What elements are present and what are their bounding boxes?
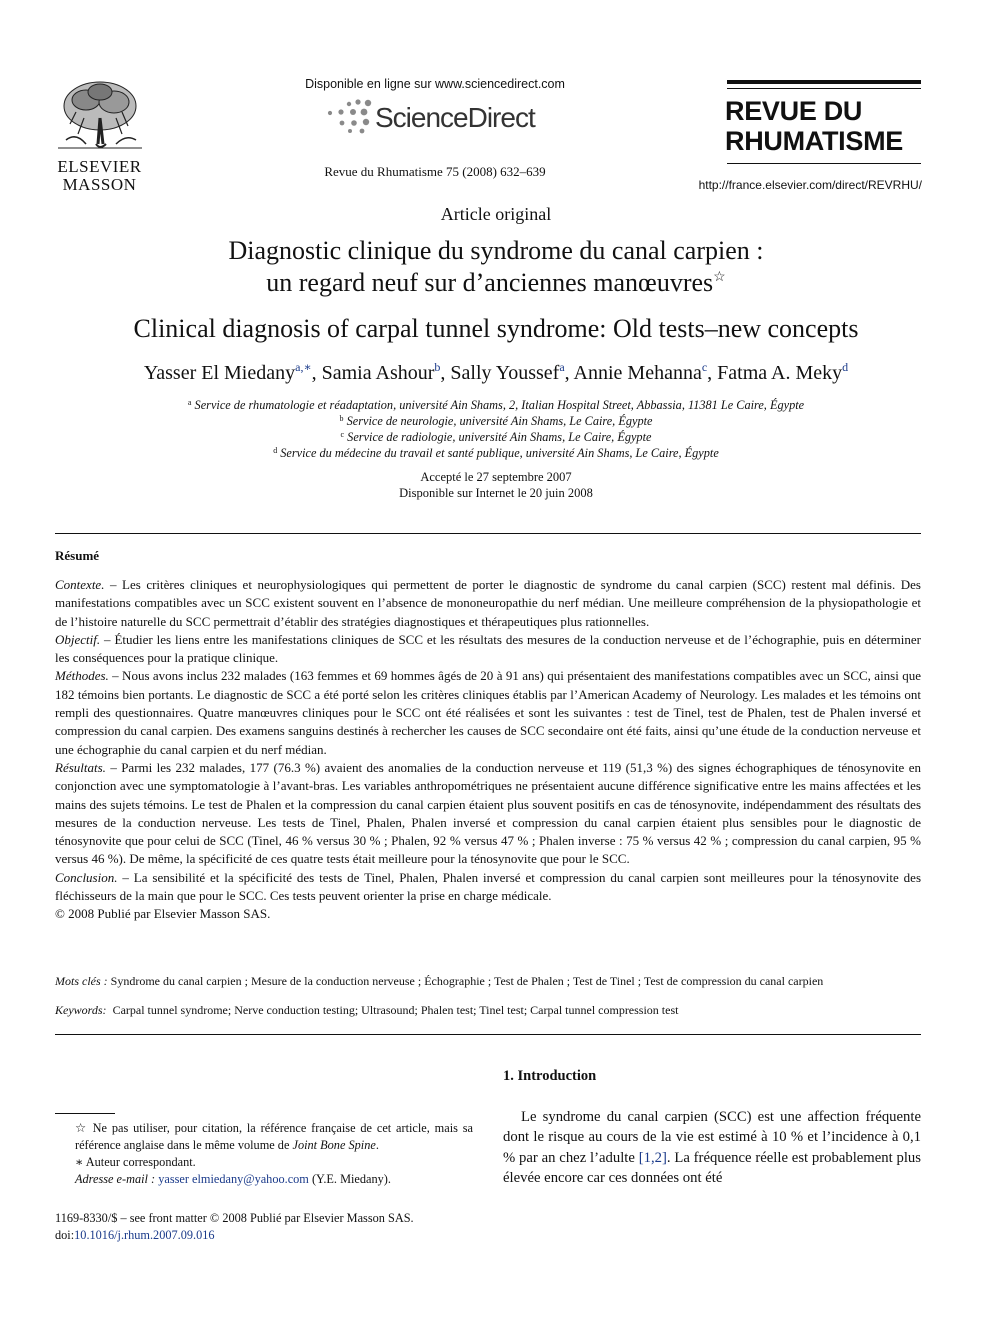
author-name: Sally Youssef — [450, 362, 560, 384]
title-english: Clinical diagnosis of carpal tunnel syndrome: Old tests–new concepts — [133, 314, 859, 343]
abstract-section-text: – Nous avons inclus 232 malades (163 femmes et 69 hommes âgés de 20 à 91 ans) qui présentaient des manifestations compatibles avec un SCC, ainsi que 182 témoins bien portants. Le diagnostic de SCC a été porté selon les critères cliniques établis par l’American Academy of Neurology. Les malades et les témoins ont rempli des questionnaires. Quatre manœuvres cliniques pour le SCC ont été réalisées et sont les suivantes : test de Tinel, test de Phalen, test de Phalen inversé et compression du canal carpien. Des examens sanguins destinés à rechercher les causes de SCC secondaire ont été faits, ainsi qu’une étude de la conduction nerveuse et une échographie du canal carpien et du nerf médian. — [55, 668, 921, 757]
doi-link[interactable]: 10.1016/j.rhum.2007.09.016 — [74, 1228, 215, 1242]
tree-logo-icon — [56, 78, 144, 156]
abstract-copyright: © 2008 Publié par Elsevier Masson SAS. — [55, 906, 271, 922]
footnote-star-text-end: . — [375, 1138, 379, 1152]
footnote-title — [55, 1120, 473, 1154]
sciencedirect-dots-icon — [322, 98, 376, 134]
abstract-paragraph — [55, 869, 921, 906]
issn-line: 1169-8330/$ – see front matter © 2008 Publié par Elsevier Masson SAS. — [55, 1211, 414, 1225]
author-name: Annie Mehanna — [573, 362, 702, 384]
french-keywords-text: Syndrome du canal carpien ; Mesure de la conduction nerveuse ; Échographie ; Test de Phalen ; Test de Tinel ; Test de compression du canal carpien — [110, 974, 824, 988]
abstract-body — [55, 576, 921, 924]
title-french-line1: Diagnostic clinique du syndrome du canal carpien : — [228, 236, 764, 265]
accepted-date: Accepté le 27 septembre 2007 — [420, 470, 572, 484]
author-affiliation-mark[interactable]: b — [434, 360, 441, 374]
affiliation-text: Service de radiologie, université Ain Shams, Le Caire, Égypte — [347, 430, 652, 444]
footnote-rule — [55, 1113, 115, 1114]
introduction-text-part2: . La fréquence réelle est probablement plus élevée encore car ces données ont été — [503, 1149, 921, 1187]
introduction-paragraph — [503, 1107, 921, 1189]
availability-note: Disponible en ligne sur www.sciencedirect.com — [305, 77, 565, 91]
author-name: Yasser El Miedany — [143, 362, 296, 384]
introduction-text — [503, 1107, 921, 1189]
abstract-paragraph — [55, 631, 921, 668]
abstract-paragraph — [55, 759, 921, 869]
doi-line — [55, 1227, 473, 1244]
abstract-section-label: Contexte. — [55, 577, 105, 592]
title-french-line2-text: un regard neuf sur d’anciennes manœuvres — [266, 268, 714, 297]
abstract-section-label: Objectif. — [55, 631, 101, 647]
email-label: Adresse e-mail : — [75, 1172, 156, 1186]
english-keywords-label: Keywords: — [55, 1003, 107, 1017]
affiliation-mark: c — [340, 430, 345, 439]
affiliation — [0, 446, 992, 461]
email-link[interactable]: yasser elmiedany@yahoo.com — [158, 1172, 309, 1186]
journal-title-line1: REVUE DU — [725, 96, 863, 126]
footnote-corresponding-text: Auteur correspondant. — [85, 1155, 196, 1169]
affiliation — [0, 430, 992, 445]
sciencedirect-wordmark: ScienceDirect — [375, 102, 535, 133]
journal-rule — [727, 163, 921, 164]
author-name: Samia Ashour — [321, 362, 435, 384]
journal-title-line2: RHUMATISME — [725, 126, 903, 156]
abstract-paragraph — [55, 667, 921, 758]
abstract-section-text: – Étudier les liens entre les manifestations cliniques de SCC et les résultats des mesures de la conduction nerveuse et de l’échographie, puis en déterminer les conséquences pour la pratique clinique. — [55, 631, 921, 666]
abstract-section-text: – Parmi les 232 malades, 177 (76.3 %) avaient des anomalies de la conduction nerveuse et 119 (51,3 %) des signes échographiques de ténosynovite en conjonction avec une symptomatologie à l’avant-bras. Les variables anthropométriques ne présentaient aucune différence significative entre les mains affectées et les mains des sujets témoins. Le test de Phalen et la compression du canal carpien étaient plus souvent positifs en cas de ténosynovite, indépendamment des résultats des mesures de la conduction nerveuse. Les tests de Tinel, Phalen, Phalen inversé et compression du canal carpien étaient plus sensibles pour le diagnostic de ténosynovite que pour celui de SCC (Tinel, 46 % versus 30 % ; Phalen, 92 % versus 47 % ; Phalen inverse : 75 % versus 42 % ; compression du canal carpien, 95 % versus 46 %). De même, la spécificité de ces quatre tests était meilleure pour la ténosynovite que pour le SCC. — [55, 759, 921, 867]
email-owner: (Y.E. Miedany). — [311, 1172, 391, 1186]
abstract-paragraph — [55, 576, 921, 631]
footnote-email — [55, 1171, 473, 1188]
issn-block — [55, 1210, 473, 1244]
french-keywords — [55, 974, 921, 989]
introduction-text-part1: Le syndrome du canal carpien (SCC) est une affection fréquente dont le risque au cours de la vie est estimé à 10 % et l’incidence à 0,1 % par an chez l’adulte — [503, 1109, 921, 1166]
title-footnote-mark[interactable]: ☆ — [713, 270, 726, 285]
affiliation-text: Service du médecine du travail et santé publique, université Ain Shams, Le Caire, Égypte — [280, 446, 719, 460]
author-affiliation-mark[interactable]: a,∗ — [295, 360, 312, 374]
section-divider — [55, 1034, 921, 1035]
journal-title — [725, 96, 925, 156]
french-keywords-label: Mots clés : — [55, 974, 108, 988]
publisher-name-line2: MASSON — [62, 175, 137, 194]
author-list: Yasser El Miedany$^{a,∗}$, Samia Ashour$^b$, Sally Youssef$^a$, Annie Mehanna$^c$, Fatma A. Meky$^d$ — [143, 360, 849, 384]
affiliation-text: Service de rhumatologie et réadaptation, université Ain Shams, 2, Italian Hospital Street, Abbassia, 11381 Le Caire, Égypte — [194, 398, 805, 412]
abstract-section-label: Conclusion. — [55, 869, 118, 885]
title-french-line2 — [0, 268, 992, 298]
section-divider — [55, 533, 921, 534]
footnote-corresponding — [55, 1154, 473, 1171]
introduction-heading: 1. Introduction — [503, 1068, 597, 1084]
abstract-section-label: Méthodes. — [55, 668, 109, 684]
affiliation — [0, 398, 992, 413]
author-affiliation-mark[interactable]: a — [559, 360, 565, 374]
english-keywords-text: Carpal tunnel syndrome; Nerve conduction testing; Ultrasound; Phalen test; Tinel test; Carpal tunnel compression test — [112, 1003, 679, 1017]
footnote-journal-name: Joint Bone Spine — [292, 1138, 376, 1152]
abstract-section-text: – La sensibilité et la spécificité des tests de Tinel, Phalen, Phalen inversé et compression du canal carpien sont meilleures pour la ténosynovite des fléchisseurs de la main que pour le SCC. Ces tests peuvent orienter la prise en charge médicale. — [55, 869, 921, 904]
journal-rule — [727, 80, 921, 84]
footnotes — [55, 1120, 473, 1188]
abstract-heading: Résumé — [55, 548, 100, 563]
publisher-name-line1: ELSEVIER — [57, 157, 142, 176]
author-name: Fatma A. Meky — [717, 362, 843, 384]
affiliation-mark: d — [273, 446, 278, 455]
footnote-star-mark: ☆ — [75, 1121, 88, 1135]
author-affiliation-mark[interactable]: d — [842, 360, 849, 374]
abstract-section-text: – Les critères cliniques et neurophysiologiques qui permettent de porter le diagnostic de syndrome du canal carpien (SCC) restent mal définis. Des manifestations compatibles avec un SCC existent souvent en l’absence de mononeuropathie du nerf médian. Une meilleure compréhension de la physiopathologie et de l’histoire naturelle du SCC permettrait d’établir des stratégies diagnostiques et thérapeutiques plus rationnelles. — [55, 577, 921, 629]
sciencedirect-logo — [322, 96, 552, 138]
affiliation-text: Service de neurologie, université Ain Shams, Le Caire, Égypte — [346, 414, 653, 428]
footnote-corresponding-mark: ∗ — [75, 1155, 84, 1169]
online-date: Disponible sur Internet le 20 juin 2008 — [399, 486, 593, 500]
affiliation — [0, 414, 992, 429]
article-type: Article original — [440, 204, 552, 224]
citation-link[interactable]: [1,2] — [638, 1149, 667, 1166]
journal-rule — [727, 88, 921, 89]
footnote-star-text: Ne pas utiliser, pour citation, la référence française de cet article, mais sa référence anglaise dans le même volume de — [75, 1121, 473, 1152]
author-affiliation-mark[interactable]: c — [701, 360, 708, 374]
journal-url[interactable]: http://france.elsevier.com/direct/REVRHU/ — [698, 178, 922, 192]
journal-reference: Revue du Rhumatisme 75 (2008) 632–639 — [324, 164, 546, 179]
affiliation-mark: a — [187, 398, 192, 407]
affiliation-mark: b — [339, 414, 344, 423]
english-keywords — [55, 1003, 921, 1018]
abstract-section-label: Résultats. — [55, 759, 106, 775]
doi-label: doi: — [55, 1228, 75, 1242]
publisher-logo — [52, 78, 147, 196]
